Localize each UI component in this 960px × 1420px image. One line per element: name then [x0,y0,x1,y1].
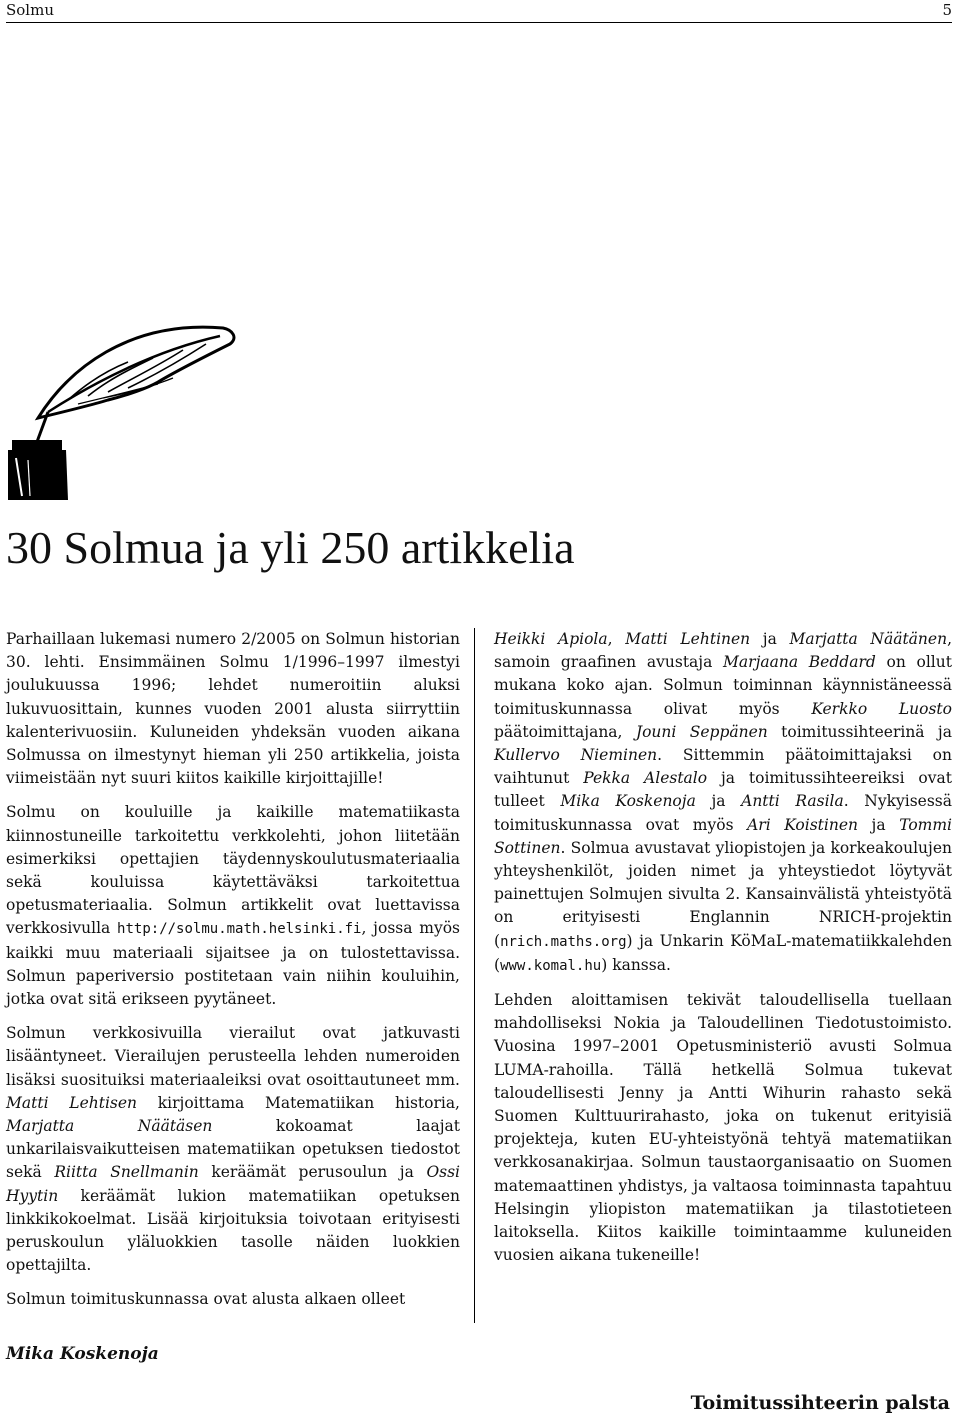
page-number: 5 [942,1,952,19]
quill-inkwell-icon [8,300,248,500]
komal-url-link[interactable]: www.komal.hu [500,957,602,974]
paragraph: Heikki Apiola, Matti Lehtinen ja Marjatta Näätänen, samoin graafinen avustaja Marjaana Beddard on ollut mukana koko ajan. Solmun toiminnan käynnistäneessä toimituskunnassa olivat myös Kerkko Luosto päätoimittajana, Jouni Seppänen toimitussihteerinä ja Kullervo Nieminen. Sittemmin päätoimittajaksi on vaihtunut Pekka Alestalo ja toimitussihteereiksi ovat tulleet Mika Koskenoja ja Antti Rasila. Nykyisessä toimituskunnassa ovat myös Ari Koistinen ja Tommi Sottinen. Solmua avustavat yliopistojen ja korkeakoulujen yhteyshenkilöt, joiden nimet ja yhteystiedot löytyvät painettujen Solmujen sivulta 2. Kansainvälistä yhteistyötä on erityisesti Englannin NRICH-projektin (nrich.maths.org) ja Unkarin KöMaL-matematiikkalehden (www.komal.hu) kanssa. [494,630,953,974]
paragraph: Lehden aloittamisen tekivät taloudellisella tuellaan mahdolliseksi Nokia ja Taloudellinen Tiedotustoimisto. Vuosina 1997–2001 Opetusministeriö avusti Solmua LUMA-rahoilla. Tällä hetkellä Solmua tukevat taloudellisesti Jenny ja Antti Wihurin rahasto sekä Suomen Kulttuurirahasto, joka on tukenut erityisiä projekteja, kuten EU-yhteistyönä tehtyä matematiikan verkkosanakirjaa. Solmun taustaorganisaatio on Suomen matemaattinen yhdistys, ja valtaosa toiminnasta tapahtuu Helsingin yliopiston matematiikan ja tilastotieteen laitoksella. Kiitos kaikille toimintaamme kuluneiden vuosien aikana tukeneille! [494,991,952,1265]
paragraph: Parhaillaan lukemasi numero 2/2005 on Solmun historian 30. lehti. Ensimmäinen Solmu 1/1996–1997 ilmestyi joulukuussa 1996; lehdet numeroitiin aluksi lukuvuosittain, kunnes vuoden 2001 alusta siirryttiin kalenterivuosiin. Kuluneiden yhdeksän vuoden aikana Solmussa on ilmestynyt hieman yli 250 artikkelia, joista viimeistään nyt suuri kiitos kaikille kirjoittajille! [6,630,460,788]
column-name: Toimitussihteerin palsta [690,1392,950,1414]
paragraph: Solmun toimituskunnassa ovat alusta alkaen olleet [6,1290,406,1309]
author-signature: Mika Koskenoja [6,1344,159,1364]
paragraph: Solmun verkkosivuilla vierailut ovat jatkuvasti lisääntyneet. Vierailujen perusteella lehden numeroiden lisäksi suosituiksi materiaaleiksi ovat osoittautuneet mm. Matti Lehtisen kirjoittama Matematiikan historia, Marjatta Näätäsen kokoamat laajat unkarilaisvaikutteisen matematiikan opetuksen tiedostot sekä Riitta Snellmanin keräämät perusoulun ja Ossi Hyytin keräämät lukion matematiikan opetuksen linkkikokoelmat. Lisää kirjoituksia toivotaan erityisesti peruskoulun yläluokkien tasolle näiden luokkien opettajilta. [6,1024,461,1275]
right-column [494,628,952,1278]
paragraph: Solmu on kouluille ja kaikille matematiikasta kiinnostuneille tarkoitettu verkkolehti, johon liitetään esimerkiksi opettajien täydennyskoulutusmateriaalia sekä kouluissa käytettäväksi tarkoitettua opetusmateriaalia. Solmun artikkelit ovat luettavissa verkkosivulla http://solmu.math.helsinki.fi, jossa myös kaikki muu materiaali sijaitsee ja on tulostettavissa. Solmun paperiversio postitetaan vain niihin kouluihin, jotka ovat sitä erikseen pyytäneet. [6,803,460,1009]
running-header [6,0,952,23]
nrich-url-link[interactable]: nrich.maths.org [500,933,627,950]
solmu-url-link[interactable]: http://solmu.math.helsinki.fi [117,921,362,938]
left-column [6,628,475,1323]
journal-name: Solmu [6,1,54,19]
article-title: 30 Solmua ja yli 250 artikkelia [6,522,575,573]
